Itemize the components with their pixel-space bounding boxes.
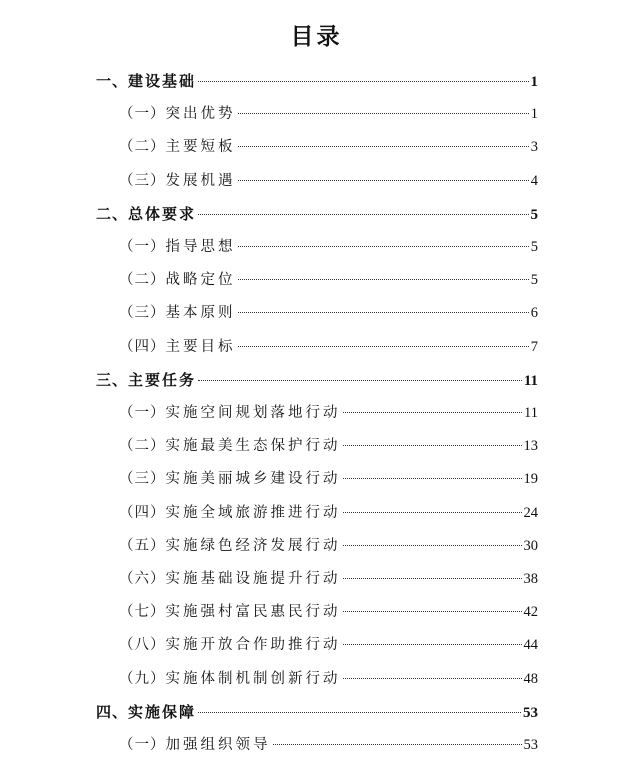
toc-dot-leader <box>343 445 522 446</box>
toc-page-number: 48 <box>523 670 538 687</box>
toc-entry-label: 总体要求 <box>128 204 197 223</box>
toc-entry-label: 实施绿色经济发展行动 <box>165 537 341 554</box>
toc-entry-number: （二） <box>119 438 166 455</box>
toc-entry-number: （一） <box>119 405 166 421</box>
toc-entry-number: （二） <box>119 139 166 156</box>
toc-page-number: 11 <box>524 405 538 421</box>
toc-entry-label: 实施最美生态保护行动 <box>165 438 341 455</box>
toc-entry-label: 基本原则 <box>165 305 236 322</box>
toc-dot-leader <box>343 578 522 579</box>
toc-entry-number: （二） <box>119 272 166 289</box>
toc-subsection-entry[interactable] <box>119 534 538 558</box>
toc-entry-label: 实施保障 <box>128 702 197 721</box>
toc-entry-label: 实施全域旅游推进行动 <box>165 504 341 521</box>
toc-section-entry[interactable] <box>96 202 538 226</box>
toc-dot-leader <box>343 512 522 513</box>
toc-page-number: 13 <box>523 438 538 455</box>
toc-entry-number: （一） <box>119 239 166 255</box>
toc-page-number: 38 <box>523 571 538 587</box>
toc-entry-label: 实施开放合作助推行动 <box>165 637 341 654</box>
toc-dot-leader <box>343 478 522 479</box>
toc-dot-leader <box>343 412 523 413</box>
toc-dot-leader <box>198 214 528 215</box>
toc-entry-number: （一） <box>119 737 166 753</box>
toc-entry-number: 二、 <box>96 204 129 223</box>
toc-dot-leader <box>238 180 529 181</box>
toc-entry-label: 主要任务 <box>128 370 197 389</box>
toc-subsection-entry[interactable] <box>119 135 538 159</box>
toc-entry-label: 实施空间规划落地行动 <box>165 405 341 421</box>
toc-subsection-entry[interactable] <box>119 169 538 193</box>
toc-page-number: 7 <box>530 338 538 355</box>
toc-page-number: 6 <box>530 305 538 322</box>
toc-subsection-entry[interactable] <box>119 401 538 425</box>
toc-entry-number: （六） <box>119 571 166 587</box>
toc-entry-number: 四、 <box>96 702 129 721</box>
toc-subsection-entry[interactable] <box>119 467 538 491</box>
toc-subsection-entry[interactable] <box>119 633 538 657</box>
toc-page-number: 11 <box>523 372 538 389</box>
toc-section-entry[interactable] <box>96 368 538 392</box>
toc-entry-number: （五） <box>119 537 166 554</box>
toc-subsection-entry[interactable] <box>119 667 538 691</box>
toc-page-number: 3 <box>530 139 538 156</box>
toc-dot-leader <box>238 346 529 347</box>
toc-dot-leader <box>343 611 522 612</box>
toc-subsection-entry[interactable] <box>119 501 538 525</box>
toc-entry-number: （四） <box>119 338 166 355</box>
toc-subsection-entry[interactable] <box>119 600 538 624</box>
toc-entry-label: 加强组织领导 <box>165 737 271 753</box>
toc-subsection-entry[interactable] <box>119 301 538 325</box>
toc-entry-number: （三） <box>119 305 166 322</box>
toc-entry-label: 实施基础设施提升行动 <box>165 571 341 587</box>
toc-dot-leader <box>238 279 529 280</box>
toc-page-number: 1 <box>530 106 538 123</box>
toc-entry-label: 发展机遇 <box>165 172 236 189</box>
toc-dot-leader <box>238 246 529 247</box>
toc-entry-label: 主要目标 <box>165 338 236 355</box>
toc-page-number: 4 <box>530 172 538 189</box>
toc-entry-number: （三） <box>119 172 166 189</box>
toc-subsection-entry[interactable] <box>119 567 538 591</box>
toc-page-number: 53 <box>523 704 538 721</box>
toc-dot-leader <box>238 113 529 114</box>
toc-entry-number: 三、 <box>96 370 129 389</box>
toc-dot-leader <box>198 81 528 82</box>
toc-entry-number: （四） <box>119 504 166 521</box>
toc-page-number: 53 <box>523 737 538 753</box>
toc-dot-leader <box>343 545 522 546</box>
toc-page-number: 19 <box>523 471 538 488</box>
toc-dot-leader <box>343 644 522 645</box>
toc-subsection-entry[interactable] <box>119 235 538 259</box>
toc-entry-number: （一） <box>119 106 166 123</box>
toc-dot-leader <box>198 380 522 381</box>
toc-entry-label: 主要短板 <box>165 139 236 156</box>
toc-page-number: 42 <box>523 604 538 621</box>
toc-entry-label: 建设基础 <box>128 72 197 90</box>
toc-entry-number: （三） <box>119 471 166 488</box>
toc-subsection-entry[interactable] <box>119 434 538 458</box>
toc-page-number: 5 <box>530 272 538 289</box>
toc-dot-leader <box>238 312 529 313</box>
toc-entry-number: 一、 <box>96 72 129 90</box>
toc-entry-label: 实施美丽城乡建设行动 <box>165 471 341 488</box>
toc-subsection-entry[interactable] <box>119 733 538 757</box>
toc-dot-leader <box>198 712 521 713</box>
toc-entry-label: 指导思想 <box>165 239 236 255</box>
toc-subsection-entry[interactable] <box>119 268 538 292</box>
toc-page-number: 5 <box>530 239 538 255</box>
toc-entry-label: 战略定位 <box>165 272 236 289</box>
toc-page-number: 30 <box>523 537 538 554</box>
toc-page-number: 5 <box>530 206 538 223</box>
toc-subsection-entry[interactable] <box>119 335 538 359</box>
toc-dot-leader <box>238 146 529 147</box>
page-title: 目录 <box>290 24 343 50</box>
toc-page-number: 24 <box>523 504 538 521</box>
toc-entry-number: （九） <box>119 670 166 687</box>
toc-entry-label: 实施体制机制创新行动 <box>165 670 341 687</box>
toc-entry-number: （八） <box>119 637 166 654</box>
toc-entry-label: 实施强村富民惠民行动 <box>165 604 341 621</box>
toc-entry-number: （七） <box>119 604 166 621</box>
toc-subsection-entry[interactable] <box>119 102 538 126</box>
toc-page-number: 1 <box>530 74 538 90</box>
toc-section-entry[interactable] <box>96 69 538 93</box>
toc-dot-leader <box>273 744 522 745</box>
toc-entry-label: 突出优势 <box>165 106 236 123</box>
toc-dot-leader <box>343 678 522 679</box>
toc-page-number: 44 <box>523 637 538 654</box>
toc-section-entry[interactable] <box>96 700 538 724</box>
